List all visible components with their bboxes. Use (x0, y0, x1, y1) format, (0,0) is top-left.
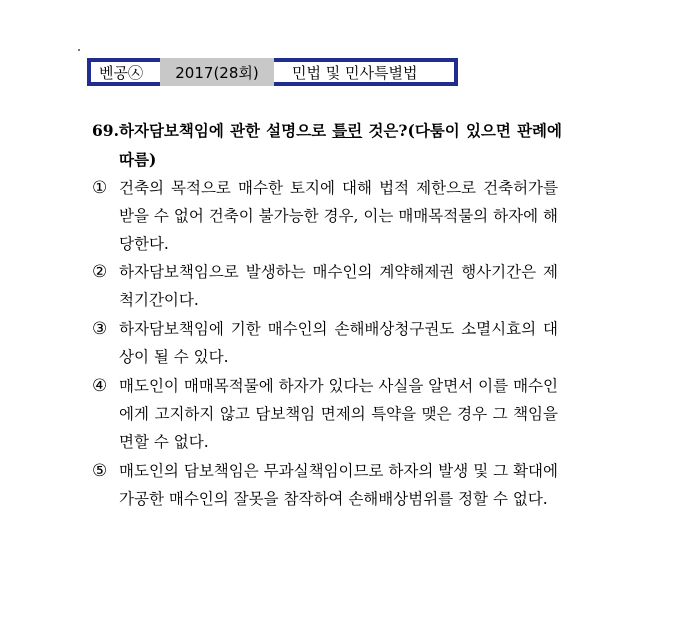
option-4-text: 매도인이 매매목적물에 하자가 있다는 사실을 알면서 이를 매수인에게 고지하지 않고 담보책임 면제의 특약을 맺은 경우 그 책임을 면할 수 없다. (119, 377, 558, 451)
option-4[interactable] (92, 372, 558, 456)
option-3-mark: ③ (92, 319, 108, 339)
option-2[interactable] (92, 258, 558, 314)
header-subject: 민법 및 민사특별법 (274, 58, 458, 86)
scan-dot (78, 49, 80, 51)
exam-header (87, 58, 458, 86)
option-5[interactable] (92, 457, 558, 513)
option-1[interactable] (92, 174, 558, 258)
option-1-mark: ① (92, 178, 108, 198)
header-year-round: 2017(28회) (160, 58, 274, 86)
option-4-mark: ④ (92, 376, 108, 396)
option-1-text: 건축의 목적으로 매수한 토지에 대해 법적 제한으로 건축허가를 받을 수 없어 건축이 불가능한 경우, 이는 매매목적물의 하자에 해당한다. (119, 179, 558, 253)
option-5-text: 매도인의 담보책임은 무과실책임이므로 하자의 발생 및 그 확대에 가공한 매수인의 잘못을 참작하여 손해배상범위를 정할 수 없다. (119, 462, 558, 508)
question-text-after: 것은?(다툼이 있으면 판례에 따름) (119, 121, 563, 169)
question-emphasis: 틀린 (332, 121, 363, 140)
question (92, 116, 562, 174)
option-5-mark: ⑤ (92, 461, 108, 481)
header-source: 벤공㉦ (87, 58, 160, 86)
option-3-text: 하자담보책임에 기한 매수인의 손해배상청구권도 소멸시효의 대상이 될 수 있다. (119, 320, 558, 366)
question-text-before: 하자담보책임에 관한 설명으로 (119, 121, 333, 140)
question-number: 69. (92, 121, 119, 140)
option-3[interactable] (92, 315, 558, 371)
option-2-mark: ② (92, 262, 108, 282)
option-2-text: 하자담보책임으로 발생하는 매수인의 계약해제권 행사기간은 제척기간이다. (119, 263, 558, 309)
question-text (92, 116, 562, 174)
